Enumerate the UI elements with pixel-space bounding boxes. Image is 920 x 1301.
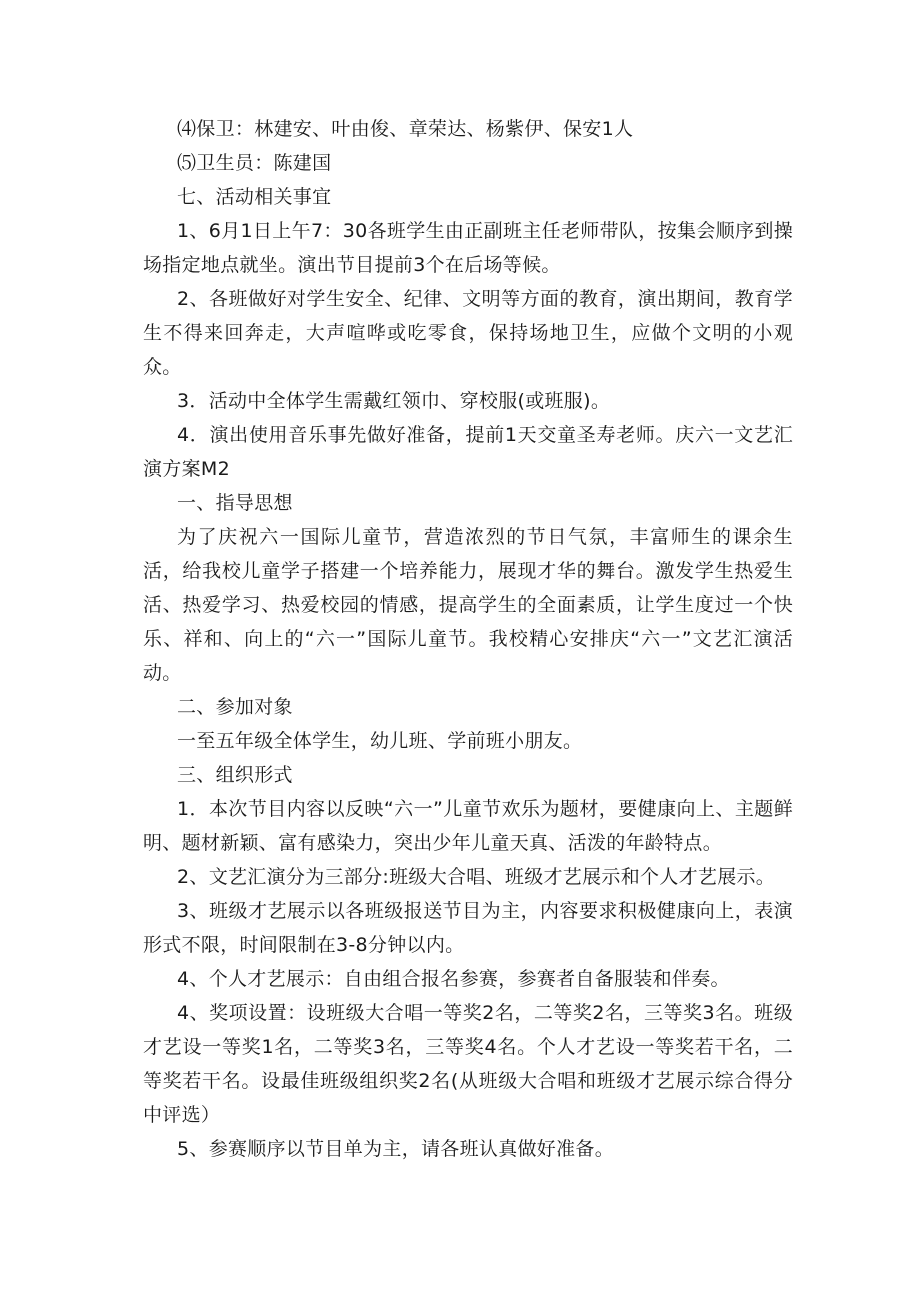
section-heading: 二、参加对象 xyxy=(177,696,293,718)
paragraph: 一至五年级全体学生，幼儿班、学前班小朋友。 xyxy=(177,730,583,752)
paragraph: 3、班级才艺展示以各班级报送节目为主，内容要求积极健康向上，表演形式不限，时间限制在3-8分钟以内。 xyxy=(143,900,793,956)
paragraph: 2、文艺汇演分为三部分:班级大合唱、班级才艺展示和个人才艺展示。 xyxy=(177,866,776,888)
section-heading: 七、活动相关事宜 xyxy=(177,186,332,208)
paragraph: 4、个人才艺展示：自由组合报名参赛，参赛者自备服装和伴奏。 xyxy=(177,968,730,990)
sanitation-line: ⑸卫生员：陈建国 xyxy=(177,152,332,174)
guard-line: ⑷保卫：林建安、叶由俊、章荣达、杨紫伊、保安1人 xyxy=(177,118,634,140)
paragraph: 4．演出使用音乐事先做好准备，提前1天交童圣寿老师。庆六一文艺汇演方案M2 xyxy=(143,424,793,480)
paragraph: 4、奖项设置：设班级大合唱一等奖2名，二等奖2名，三等奖3名。班级才艺设一等奖1名，二等奖3名，三等奖4名。个人才艺设一等奖若干名，二等奖若干名。设最佳班级组织奖2名(从班级大合唱和班级才艺展示综合得分中评选） xyxy=(143,1002,793,1126)
paragraph: 1、6月1日上午7：30各班学生由正副班主任老师带队，按集会顺序到操场指定地点就坐。演出节目提前3个在后场等候。 xyxy=(143,220,793,276)
section-heading: 三、组织形式 xyxy=(177,764,293,786)
paragraph: 3．活动中全体学生需戴红领巾、穿校服(或班服)。 xyxy=(177,390,611,412)
document-body xyxy=(143,112,793,1166)
paragraph: 2、各班做好对学生安全、纪律、文明等方面的教育，演出期间，教育学生不得来回奔走，大声喧哗或吃零食，保持场地卫生，应做个文明的小观众。 xyxy=(143,288,793,378)
paragraph: 5、参赛顺序以节目单为主，请各班认真做好准备。 xyxy=(177,1138,614,1160)
paragraph: 1．本次节目内容以反映“六一”儿童节欢乐为题材，要健康向上、主题鲜明、题材新颖、富有感染力，突出少年儿童天真、活泼的年龄特点。 xyxy=(143,798,793,854)
paragraph: 为了庆祝六一国际儿童节，营造浓烈的节日气氛，丰富师生的课余生活，给我校儿童学子搭建一个培养能力，展现才华的舞台。激发学生热爱生活、热爱学习、热爱校园的情感，提高学生的全面素质，让学生度过一个快乐、祥和、向上的“六一”国际儿童节。我校精心安排庆“六一”文艺汇演活动。 xyxy=(143,526,793,684)
section-heading: 一、指导思想 xyxy=(177,492,293,514)
